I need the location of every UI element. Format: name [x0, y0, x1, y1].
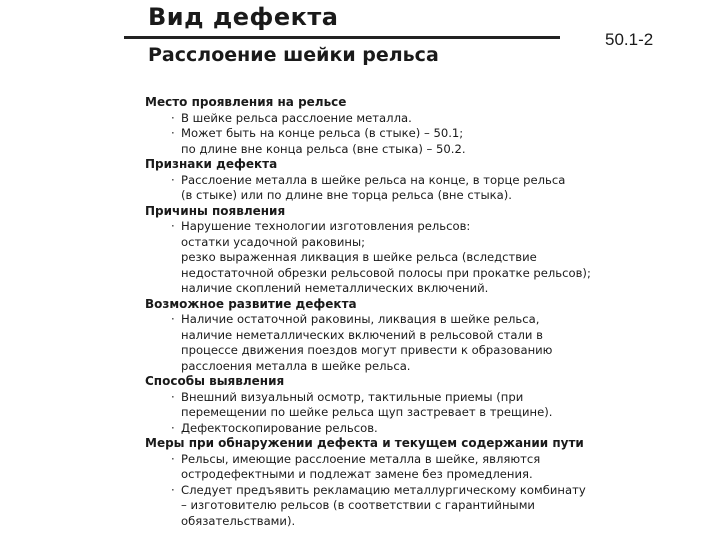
bullet-line	[145, 219, 570, 235]
text-line	[145, 359, 570, 375]
section-heading: Причины появления	[145, 203, 286, 218]
line-text: Может быть на конце рельса (в стыке) – 50.1;	[181, 126, 464, 140]
bullet-mark: ·	[171, 219, 175, 233]
line-text: резко выраженная ликвация в шейке рельса (вследствие	[181, 250, 537, 264]
line-text: (в стыке) или по длине вне торца рельса (вне стыка).	[181, 188, 512, 202]
bullet-mark: ·	[171, 312, 175, 326]
text-line	[145, 343, 570, 359]
text-line	[145, 281, 570, 297]
section-heading: Способы выявления	[145, 374, 285, 388]
bullet-mark: ·	[171, 110, 175, 125]
bullet-mark: ·	[171, 451, 175, 466]
line-text: процессе движения поездов могут привести к образованию	[181, 343, 553, 357]
line-text: обязательствами).	[181, 513, 296, 528]
document-title: Вид дефекта	[148, 3, 339, 31]
text-line	[145, 265, 591, 282]
line-text: Внешний визуальный осмотр, тактильные приемы (при	[181, 389, 524, 404]
line-text: Нарушение технологии изготовления рельсов:	[181, 219, 471, 233]
bullet-mark: ·	[171, 172, 175, 187]
text-line	[145, 498, 570, 514]
bullet-line	[145, 390, 570, 406]
line-text: наличие неметаллических включений в рельсовой стали в	[181, 327, 543, 342]
section-heading: Меры при обнаружении дефекта и текущем содержании пути	[145, 436, 584, 450]
line-text: В шейке рельса расслоение металла.	[181, 110, 412, 125]
bullet-line	[145, 452, 570, 468]
section-heading: Место проявления на рельсе	[145, 95, 347, 109]
text-line	[145, 467, 570, 483]
bullet-line	[145, 126, 570, 142]
line-text: – изготовителю рельсов (в соответствии с гарантийными	[181, 498, 535, 512]
line-text: Наличие остаточной раковины, ликвация в шейке рельса,	[181, 312, 540, 326]
text-line	[145, 405, 570, 421]
text-line	[145, 188, 570, 204]
bullet-mark: ·	[171, 389, 175, 404]
line-text: остродефектными и подлежат замене без промедления.	[181, 467, 533, 481]
line-text: Рельсы, имеющие расслоение металла в шейке, являются	[181, 451, 541, 466]
line-text: остатки усадочной раковины;	[181, 234, 366, 249]
line-text: Расслоение металла в шейке рельса на конце, в торце рельса	[181, 172, 566, 187]
bullet-mark: ·	[171, 420, 175, 435]
line-text: Следует предъявить рекламацию металлургическому комбинату	[181, 482, 586, 497]
defect-name: Расслоение шейки рельса	[148, 44, 439, 66]
text-line	[145, 328, 570, 344]
bullet-mark: ·	[171, 126, 175, 140]
text-line	[145, 235, 570, 251]
text-line	[145, 250, 570, 266]
bullet-line	[145, 173, 570, 189]
line-text: перемещении по шейке рельса щуп застревает в трещине).	[181, 405, 553, 419]
defect-description	[145, 95, 591, 529]
line-text: расслоения металла в шейке рельса.	[181, 358, 411, 373]
bullet-mark: ·	[171, 482, 175, 497]
section-heading: Возможное развитие дефекта	[145, 296, 357, 311]
section-heading: Признаки дефекта	[145, 157, 278, 171]
bullet-line	[145, 482, 586, 499]
title-rule	[124, 36, 560, 39]
text-line	[145, 142, 570, 158]
line-text: недостаточной обрезки рельсовой полосы при прокатке рельсов);	[181, 265, 591, 280]
line-text: наличие скоплений неметаллических включений.	[181, 281, 489, 295]
line-text: Дефектоскопирование рельсов.	[181, 420, 378, 435]
line-text: по длине вне конца рельса (вне стыка) – 50.2.	[181, 141, 466, 156]
bullet-line	[145, 312, 570, 328]
text-line	[145, 514, 570, 530]
bullet-line	[145, 111, 570, 127]
defect-code: 50.1-2	[605, 30, 654, 49]
bullet-line	[145, 421, 570, 437]
